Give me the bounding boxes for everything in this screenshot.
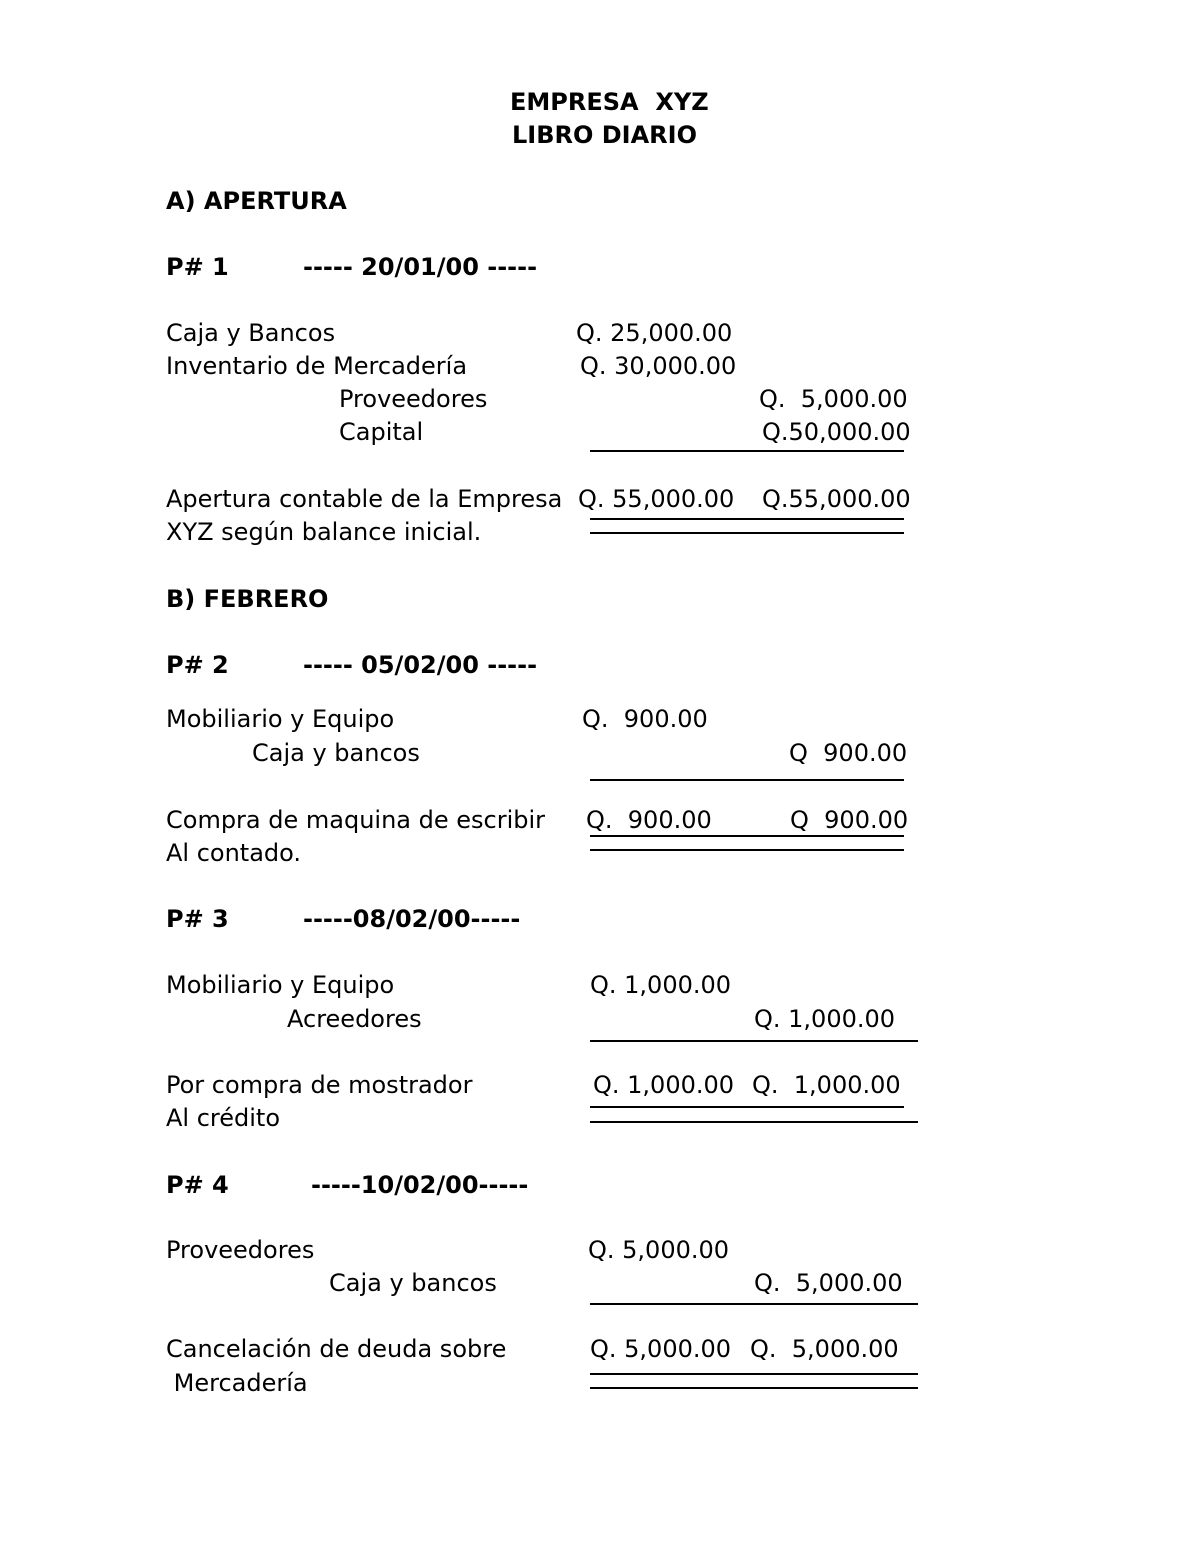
account-name: Proveedores <box>339 385 488 413</box>
entry-description: Al crédito <box>166 1104 281 1132</box>
total-credit: Q.55,000.00 <box>762 485 911 513</box>
debit-amount: Q. 1,000.00 <box>590 971 732 999</box>
entry-number: P# 1 <box>166 253 229 281</box>
total-rule <box>590 518 904 520</box>
credit-amount: Q. 5,000.00 <box>754 1269 903 1297</box>
credit-amount: Q 900.00 <box>789 739 908 767</box>
entry-description: Cancelación de deuda sobre <box>166 1335 507 1363</box>
total-debit: Q. 5,000.00 <box>590 1335 732 1363</box>
total-debit: Q. 900.00 <box>586 806 712 834</box>
account-name: Inventario de Mercadería <box>166 352 468 380</box>
subtotal-rule <box>590 450 904 452</box>
subtotal-rule <box>590 779 904 781</box>
debit-amount: Q. 900.00 <box>582 705 708 733</box>
entry-number: P# 3 <box>166 905 229 933</box>
entry-date: -----08/02/00----- <box>303 905 521 933</box>
subtotal-rule <box>590 1040 918 1042</box>
total-debit: Q. 55,000.00 <box>578 485 735 513</box>
account-name: Capital <box>339 418 424 446</box>
total-rule <box>590 1373 918 1375</box>
account-name: Caja y Bancos <box>166 319 336 347</box>
entry-number: P# 4 <box>166 1171 229 1199</box>
credit-amount: Q.50,000.00 <box>762 418 911 446</box>
account-name: Proveedores <box>166 1236 315 1264</box>
total-rule <box>590 1121 918 1123</box>
total-rule <box>590 835 904 837</box>
entry-description: XYZ según balance inicial. <box>166 518 482 546</box>
total-credit: Q 900.00 <box>790 806 909 834</box>
total-rule <box>590 532 904 534</box>
section-febrero: B) FEBRERO <box>166 585 329 613</box>
debit-amount: Q. 25,000.00 <box>576 319 733 347</box>
credit-amount: Q. 1,000.00 <box>754 1005 896 1033</box>
account-name: Acreedores <box>287 1005 422 1033</box>
entry-date: ----- 05/02/00 ----- <box>303 651 538 679</box>
entry-description: Por compra de mostrador <box>166 1071 473 1099</box>
subtotal-rule <box>590 1303 918 1305</box>
section-apertura: A) APERTURA <box>166 187 347 215</box>
entry-description: Al contado. <box>166 839 302 867</box>
entry-number: P# 2 <box>166 651 229 679</box>
entry-description: Compra de maquina de escribir <box>166 806 546 834</box>
debit-amount: Q. 5,000.00 <box>588 1236 730 1264</box>
total-debit: Q. 1,000.00 <box>593 1071 735 1099</box>
account-name: Caja y bancos <box>329 1269 497 1297</box>
total-rule <box>590 1387 918 1389</box>
account-name: Mobiliario y Equipo <box>166 705 395 733</box>
credit-amount: Q. 5,000.00 <box>759 385 908 413</box>
entry-date: -----10/02/00----- <box>311 1171 529 1199</box>
total-credit: Q. 1,000.00 <box>752 1071 901 1099</box>
book-title: LIBRO DIARIO <box>512 121 697 149</box>
account-name: Mobiliario y Equipo <box>166 971 395 999</box>
debit-amount: Q. 30,000.00 <box>580 352 737 380</box>
entry-date: ----- 20/01/00 ----- <box>303 253 538 281</box>
total-rule <box>590 1106 904 1108</box>
account-name: Caja y bancos <box>252 739 420 767</box>
total-credit: Q. 5,000.00 <box>750 1335 899 1363</box>
company-title: EMPRESA XYZ <box>510 88 709 116</box>
total-rule <box>590 849 904 851</box>
entry-description: Apertura contable de la Empresa <box>166 485 563 513</box>
entry-description: Mercadería <box>166 1369 308 1397</box>
